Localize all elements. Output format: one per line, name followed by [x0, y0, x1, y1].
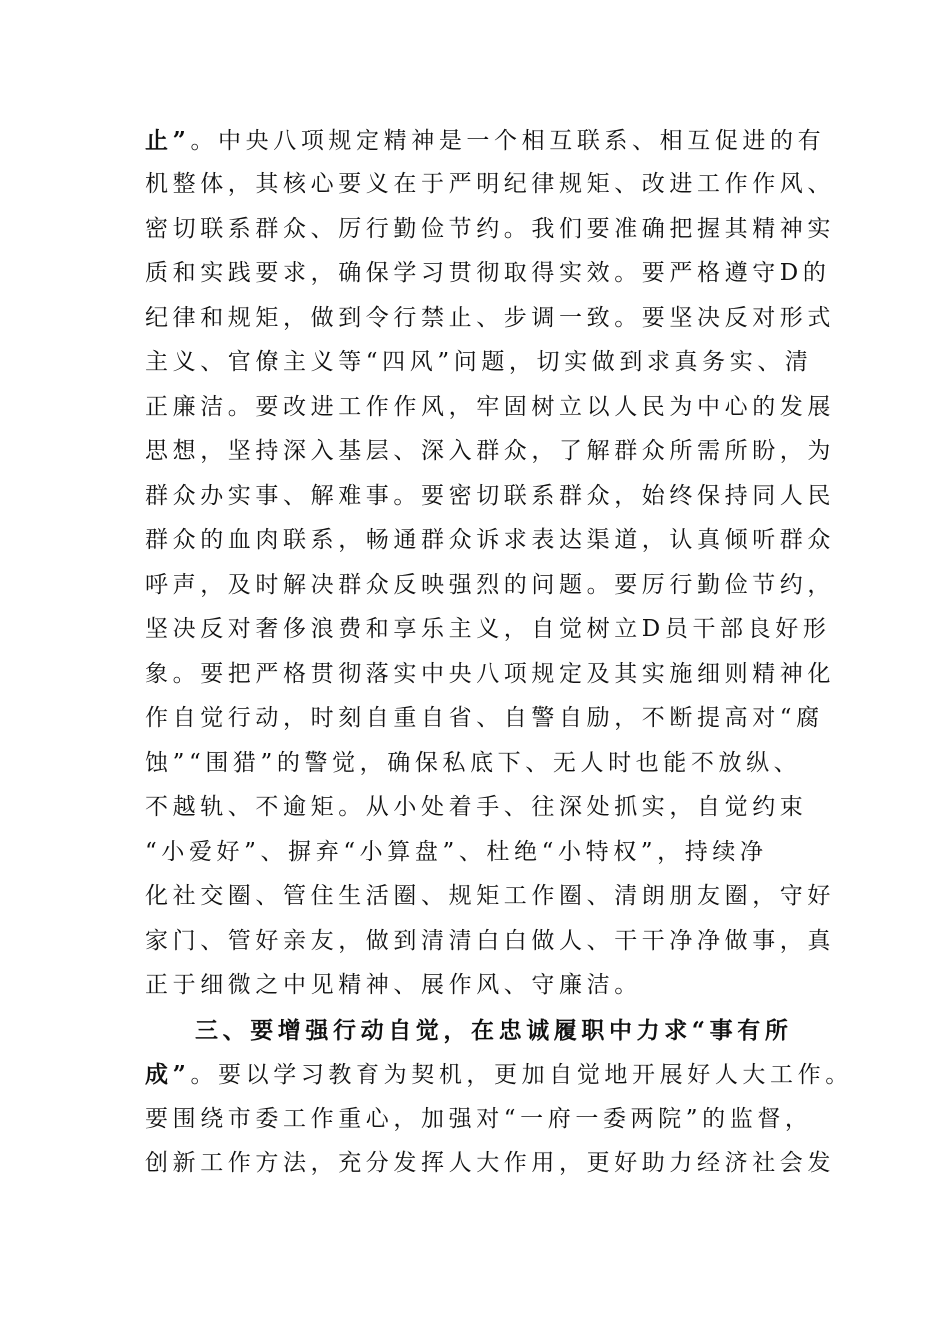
paragraph-1-line-1	[145, 118, 825, 163]
bold-fragment: 成”	[145, 1061, 191, 1088]
paragraph-1-line-6: 主义、官僚主义等“四风”问题，切实做到求真务实、清	[145, 349, 813, 375]
text-fragment: 。中央八项规定精神是一个相互联系、相互促进的有	[190, 128, 826, 154]
paragraph-1-line-10: 群众的血肉联系，畅通群众诉求表达渠道，认真倾听群众	[145, 527, 835, 553]
paragraph-1-line-16: 不越轨、不逾矩。从小处着手、往深处抓实，自觉约束	[145, 794, 808, 820]
paragraph-1-line-2: 机整体，其核心要义在于严明纪律规矩、改进工作作风、	[145, 171, 835, 197]
section-heading-3: 三、要增强行动自觉，在忠诚履职中力求“事有所	[195, 1017, 793, 1044]
paragraph-2-line-2	[145, 1052, 853, 1097]
paragraph-1-line-9: 群众办实事、解难事。要密切联系群众，始终保持同人民	[145, 483, 835, 509]
paragraph-1-line-8: 思想，坚持深入基层、深入群众，了解群众所需所盼，为	[145, 438, 835, 464]
paragraph-1-line-20: 正于细微之中见精神、展作风、守廉洁。	[145, 972, 642, 998]
paragraph-1-line-18: 化社交圈、管住生活圈、规矩工作圈、清朗朋友圈，守好	[145, 883, 835, 909]
paragraph-1-line-19: 家门、管好亲友，做到清清白白做人、干干净净做事，真	[145, 928, 835, 954]
paragraph-1-line-14: 作自觉行动，时刻自重自省、自警自励，不断提高对“腐	[145, 705, 824, 731]
text-fragment: 。要以学习教育为契机，更加自觉地开展好人大工作。	[190, 1062, 853, 1088]
paragraph-2-line-4: 创新工作方法，充分发挥人大作用，更好助力经济社会发	[145, 1150, 835, 1176]
paragraph-1-line-15: 蚀”“围猎”的警觉，确保私底下、无人时也能不放纵、	[145, 750, 802, 776]
paragraph-1-line-3: 密切联系群众、厉行勤俭节约。我们要准确把握其精神实	[145, 216, 835, 242]
paragraph-1-line-11: 呼声，及时解决群众反映强烈的问题。要厉行勤俭节约，	[145, 572, 835, 598]
paragraph-1-line-13: 象。要把严格贯彻落实中央八项规定及其实施细则精神化	[145, 661, 835, 687]
paragraph-2-line-3: 要围绕市委工作重心，加强对“一府一委两院”的监督，	[145, 1106, 813, 1132]
paragraph-1-line-5: 纪律和规矩，做到令行禁止、步调一致。要坚决反对形式	[145, 305, 835, 331]
bold-fragment: 止”	[145, 127, 191, 154]
paragraph-1-line-17: “小爱好”、摒弃“小算盘”、杜绝“小特权”，持续净	[145, 839, 768, 865]
paragraph-1-line-12: 坚决反对奢侈浪费和享乐主义，自觉树立D员干部良好形	[145, 616, 831, 642]
paragraph-1-line-7: 正廉洁。要改进工作作风，牢固树立以人民为中心的发展	[145, 394, 835, 420]
paragraph-1-line-4: 质和实践要求，确保学习贯彻取得实效。要严格遵守D的	[145, 260, 831, 286]
